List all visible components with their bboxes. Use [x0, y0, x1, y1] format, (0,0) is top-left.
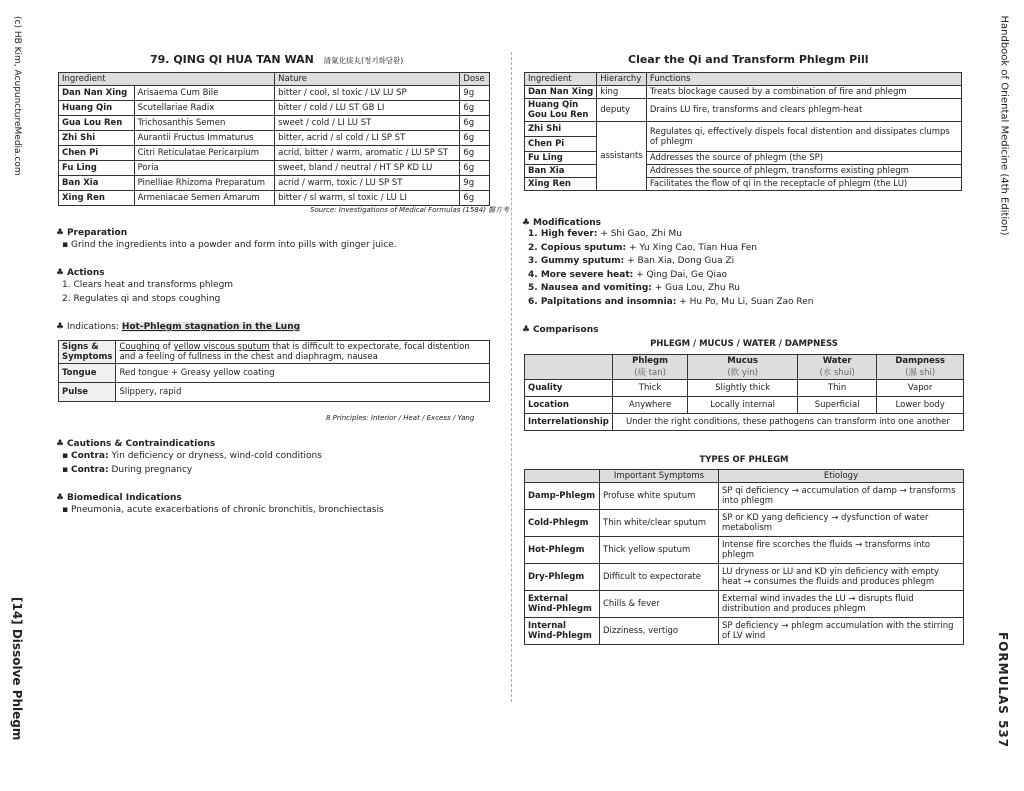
indications-table: Signs & Symptoms Coughing of yellow viscous sputum that is difficult to expectorate, focal distention and a feeling of fullness in the chest and diaphragm, nausea Tongue Red tongue + Greasy yellow coating Pulse Slippery, rapid [58, 340, 490, 402]
actions-section: ♣ Actions 1. Clears heat and transforms phlegm 2. Regulates qi and stops coughing [56, 268, 234, 304]
cautions-section: ♣ Cautions & Contraindications ▪ Contra: Yin deficiency or dryness, wind-cold conditions ▪ Contra: During pregnancy [56, 439, 322, 475]
comparison-table: Phlegm (痰 tan) Mucus (飲 yin) Water (水 shui) Dampness (濕 shi) Quality Thick Slightly thick Thin Vapor Location Anywhere Locally internal Superficial Lower body Interrelationship Under the right conditions, these pathogens can transform into one another [524, 354, 964, 431]
types-title: TYPES OF PHLEGM [699, 455, 789, 465]
ingredient-table: Ingredient Nature Dose Dan Nan Xing Arisaema Cum Bile bitter / cool, sl toxic / LV LU SP 9g Huang Qin Scutellariae Radix bitter / cold / LU ST GB LI 6g Gua Lou Ren Trichosanthis Semen sweet / cold / LI LU ST 6g Zhi Shi Aurantii Fructus Immaturus bitter, acrid / sl cold / LI SP ST 6g Chen Pi Citri Reticulatae Pericarpium acrid, bitter / warm, aromatic / LU SP ST 6g Fu Ling Poria sweet, bland / neutral / HT SP KD LU 6g Ban Xia Pinelliae Rhizoma Preparatum acrid / warm, toxic / LU SP ST 9g Xing Ren Armeniacae Semen Amarum bitter / sl warm, sl toxic / LU LI 6g [58, 72, 490, 206]
club-icon: ♣ [56, 322, 65, 332]
hierarchy-table: Ingredient Hierarchy Functions Dan Nan Xing king Treats blockage caused by a combination of fire and phlegm Huang Qin Gou Lou Ren deputy Drains LU fire, transforms and clears phlegm-heat Zhi Shi assistants Regulates qi, effectively dispels focal distention and dissipates clumps of phlegm Chen Pi Fu Ling Addresses the source of phlegm (the SP) Ban Xia Addresses the source of phlegm, transforms existing phlegm Xing Ren Facilitates the flow of qi in the receptacle of phlegm (the LU) [524, 72, 962, 191]
table-row: Zhi Shi Aurantii Fructus Immaturus bitter, acrid / sl cold / LI SP ST 6g [59, 131, 490, 146]
table-row: Huang Qin Scutellariae Radix bitter / cold / LU ST GB LI 6g [59, 101, 490, 116]
book-title-label: Handbook of Oriental Medicine (4th Edition) [998, 15, 1010, 236]
table-row: Chen Pi Citri Reticulatae Pericarpium acrid, bitter / warm, aromatic / LU SP ST 6g [59, 146, 490, 161]
club-icon: ♣ [56, 493, 65, 503]
club-icon: ♣ [56, 268, 65, 278]
club-icon: ♣ [56, 439, 65, 449]
table-row: Dan Nan Xing Arisaema Cum Bile bitter / cool, sl toxic / LV LU SP 9g [59, 86, 490, 101]
comparison-title: PHLEGM / MUCUS / WATER / DAMPNESS [650, 339, 838, 349]
comparisons-heading: ♣ Comparisons [522, 325, 599, 335]
chapter-label: [14] Dissolve Phlegm [10, 597, 24, 741]
club-icon: ♣ [56, 228, 65, 238]
copyright-label: (c) HB Kim, AcupunctureMedia.com [12, 16, 22, 176]
source-note: Source: Investigations of Medical Formulas (1584) 醫方考 [310, 206, 510, 214]
formula-english-title: Clear the Qi and Transform Phlegm Pill [628, 53, 869, 66]
table-row: Gua Lou Ren Trichosanthis Semen sweet / cold / LI LU ST 6g [59, 116, 490, 131]
table-row: Fu Ling Poria sweet, bland / neutral / HT SP KD LU 6g [59, 161, 490, 176]
table-row: Xing Ren Armeniacae Semen Amarum bitter / sl warm, sl toxic / LU LI 6g [59, 191, 490, 206]
page-divider [511, 52, 512, 702]
principles-note: 8 Principles: Interior / Heat / Excess / Yang [326, 414, 475, 422]
modifications-section: ♣ Modifications 1. High fever: + Shi Gao, Zhi Mu 2. Copious sputum: + Yu Xing Cao, Tian Hua Fen 3. Gummy sputum: + Ban Xia, Dong Gua Zi 4. More severe heat: + Qing Dai, Ge Qiao 5. Nausea and vomiting: + Gua Lou, Zhu Ru 6. Palpitations and insomnia: + Hu Po, Mu Li, Suan Zao Ren [522, 218, 814, 307]
indications-heading: ♣ Indications: Hot-Phlegm stagnation in the Lung [56, 322, 301, 332]
preparation-section: ♣ Preparation ▪ Grind the ingredients into a powder and form into pills with ginger juice. [56, 228, 397, 250]
table-row: Ban Xia Pinelliae Rhizoma Preparatum acrid / warm, toxic / LU SP ST 9g [59, 176, 490, 191]
biomedical-section: ♣ Biomedical Indications ▪ Pneumonia, acute exacerbations of chronic bronchitis, bronchiectasis [56, 493, 384, 515]
club-icon: ♣ [522, 325, 531, 335]
phlegm-types-table: Important Symptoms Etiology Damp-Phlegm Profuse white sputum SP qi deficiency → accumulation of damp → transforms into phlegm Cold-Phlegm Thin white/clear sputum SP or KD yang deficiency → dysfunction of water metabolism Hot-Phlegm Thick yellow sputum Intense fire scorches the fluids → transforms into phlegm Dry-Phlegm Difficult to expectorate LU dryness or LU and KD yin deficiency with empty heat → consumes the fluids and produces phlegm External Wind-Phlegm Chills & fever External wind invades the LU → disrupts fluid distribution and produces phlegm Internal Wind-Phlegm Dizziness, vertigo SP deficiency → phlegm accumulation with the stirring of LV wind [524, 469, 964, 645]
section-label: FORMULAS 537 [996, 632, 1010, 749]
formula-title: 79. QING QI HUA TAN WAN 清氣化痰丸(청기화담환) [150, 53, 404, 66]
club-icon: ♣ [522, 218, 531, 228]
